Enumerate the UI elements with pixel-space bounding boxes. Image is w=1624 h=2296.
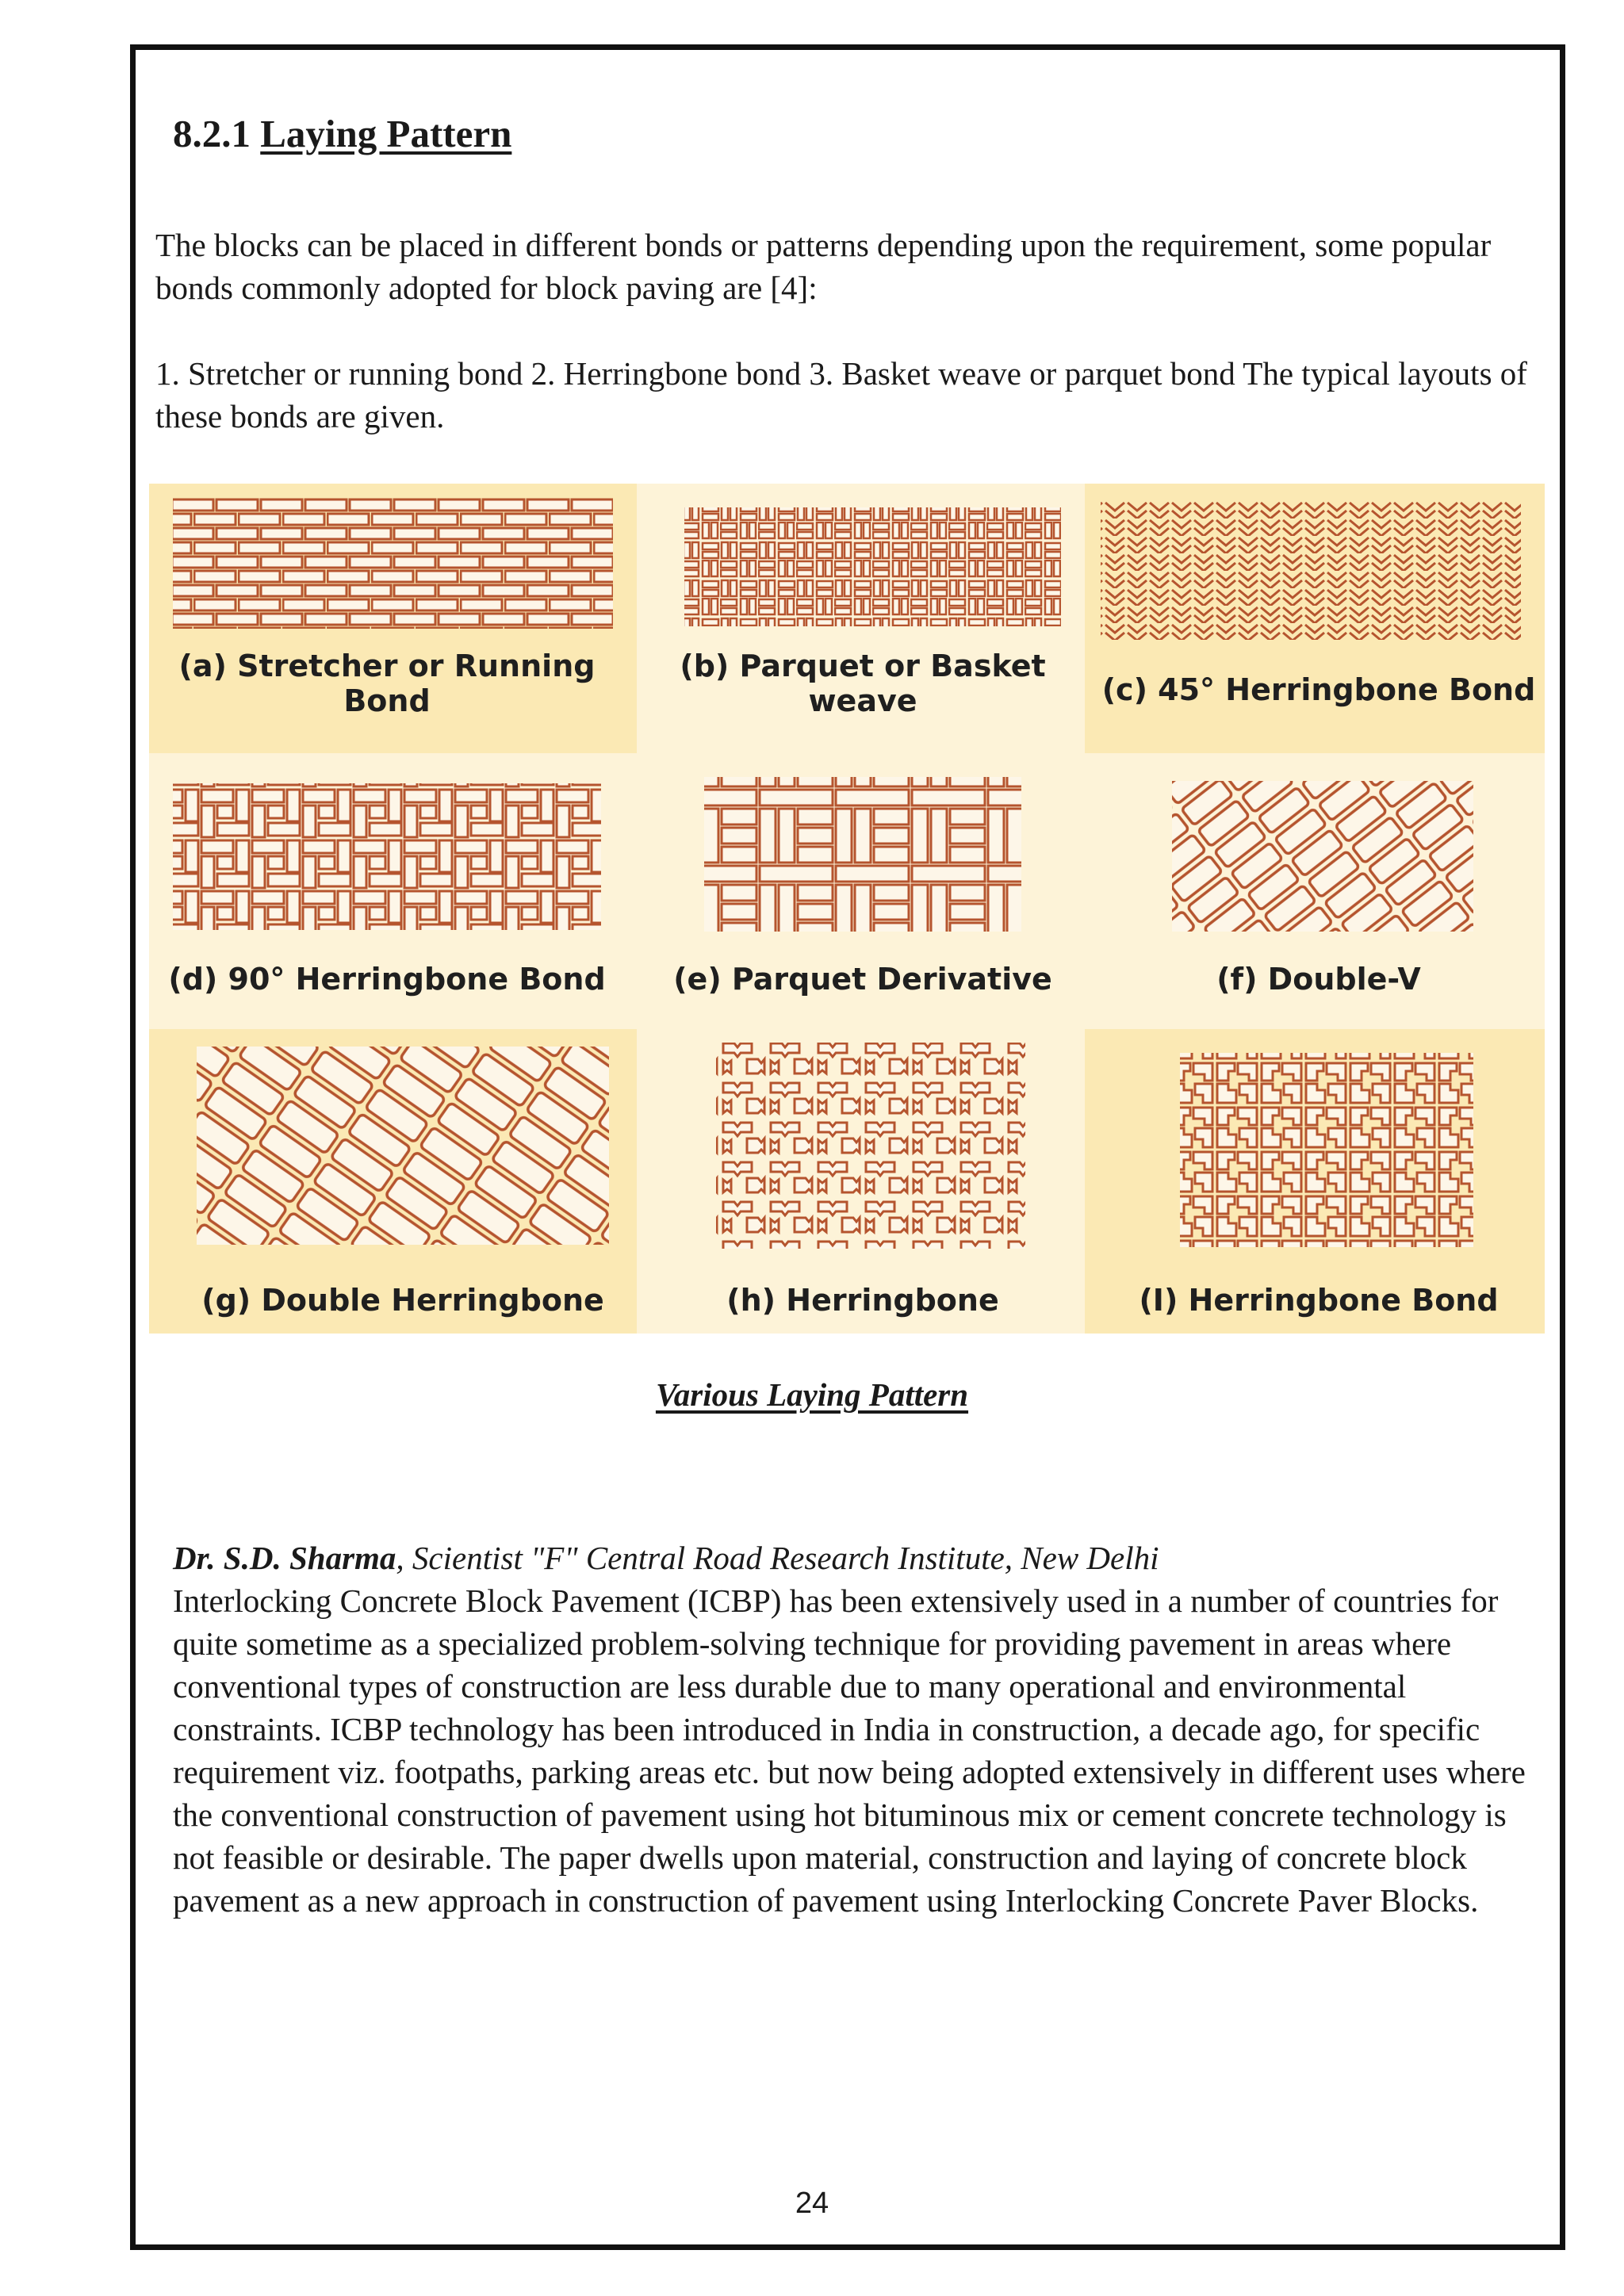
figure-caption: Various Laying Pattern: [655, 1376, 969, 1413]
figure-cell-label: weave: [808, 683, 917, 718]
figure-cell-label: (h) Herringbone: [726, 1283, 999, 1318]
herringbone-90-pattern: [173, 783, 601, 930]
double-v-pattern: [1172, 781, 1473, 932]
herringbone-45-pattern: [1101, 501, 1521, 640]
intro-paragraph: The blocks can be placed in different bonds or patterns depending upon the requirement, some popular bonds commonly adopted for block paving are [4]:: [155, 227, 1492, 306]
figure-cell-label: (g) Double Herringbone: [201, 1283, 604, 1318]
section-heading: [173, 111, 511, 156]
interlocking-herringbone-pattern: [716, 1043, 1025, 1249]
laying-patterns-figure: [149, 484, 1545, 1334]
author-line: [173, 1536, 1159, 1579]
author-name: Dr. S.D. Sharma: [173, 1540, 396, 1576]
section-number: 8.2.1: [173, 112, 251, 155]
figure-cell-label: Bond: [343, 683, 431, 718]
section-title: Laying Pattern: [260, 112, 512, 155]
basket-weave-pattern: [684, 507, 1061, 626]
figure-cell-label: (f) Double-V: [1216, 962, 1421, 997]
double-herringbone-pattern: [197, 1047, 609, 1245]
page-number: 24: [795, 2187, 829, 2220]
figure-cell-label: (c) 45° Herringbone Bond: [1101, 672, 1536, 707]
parquet-derivative-pattern: [704, 777, 1021, 932]
bond-list-paragraph: 1. Stretcher or running bond 2. Herringbone bond 3. Basket weave or parquet bond The typical layouts of these bonds are given.: [155, 355, 1527, 434]
stretcher-bond-pattern: [173, 498, 613, 629]
figure-cell-label: (a) Stretcher or Running: [178, 649, 596, 683]
herringbone-bond-interlock-pattern: [1180, 1053, 1473, 1247]
figure-cell-label: (I) Herringbone Bond: [1139, 1283, 1499, 1318]
author-affiliation: , Scientist "F" Central Road Research Institute, New Delhi: [396, 1540, 1159, 1576]
figure-cell-label: (e) Parquet Derivative: [673, 962, 1052, 997]
figure-cell-label: (d) 90° Herringbone Bond: [168, 962, 606, 997]
figure-cell-label: (b) Parquet or Basket: [680, 649, 1046, 683]
abstract-paragraph: Interlocking Concrete Block Pavement (ICBP) has been extensively used in a number of countries for quite sometime as a specialized problem-solving technique for providing pavement in areas where conventional types of construction are less durable due to many operational and environmental constraints. ICBP technology has been introduced in India in construction, a decade ago, for specific requirement viz. footpaths, parking areas etc. but now being adopted extensively in different uses where the conventional construction of pavement using hot bituminous mix or cement concrete technology is not feasible or desirable. The paper dwells upon material, construction and laying of concrete block pavement as a new approach in construction of pavement using Interlocking Concrete Paver Blocks.: [173, 1582, 1526, 1919]
